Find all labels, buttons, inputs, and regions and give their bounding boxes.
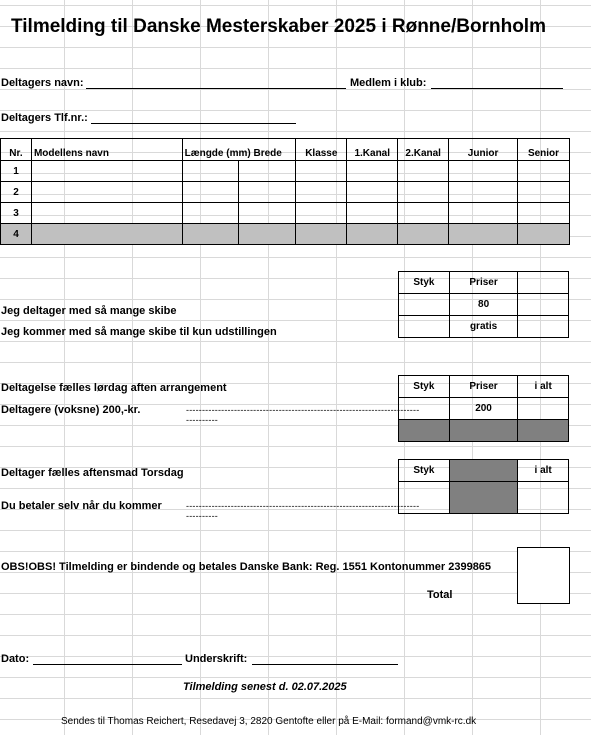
senior-cell[interactable] — [518, 161, 570, 182]
col-class: Klasse — [296, 139, 347, 161]
ships-exhibition-label: Jeg kommer med så mange skibe til kun udstillingen — [1, 326, 277, 338]
col-senior: Senior — [518, 139, 570, 161]
date-field[interactable] — [33, 664, 182, 665]
senior-cell[interactable] — [518, 182, 570, 203]
ships-col-styk: Styk — [399, 272, 450, 294]
junior-cell[interactable] — [449, 224, 518, 245]
width-cell[interactable] — [239, 203, 296, 224]
col-length-width — [182, 139, 296, 161]
name-field[interactable] — [86, 88, 346, 89]
length-cell[interactable] — [182, 182, 239, 203]
row-number: 2 — [1, 182, 32, 203]
models-table — [0, 138, 570, 245]
col-junior: Junior — [449, 139, 518, 161]
channel-2-cell[interactable] — [398, 203, 449, 224]
width-cell[interactable] — [239, 224, 296, 245]
ships-total[interactable] — [518, 294, 569, 316]
saturday-price: 200 — [449, 398, 518, 420]
saturday-table — [398, 375, 569, 442]
col-width: Brede — [253, 148, 282, 159]
footer-text: Sendes til Thomas Reichert, Resedavej 3, 2820 Gentofte eller på E-Mail: formand@vmk-rc.dk — [61, 716, 477, 727]
table-row — [1, 224, 570, 245]
length-cell[interactable] — [182, 161, 239, 182]
signature-label: Underskrift: — [185, 653, 248, 665]
thursday-row-label: Du betaler selv når du kommer — [1, 500, 162, 512]
ships-row-exhibition — [399, 316, 569, 338]
thursday-table — [398, 459, 569, 514]
row-number: 3 — [1, 203, 32, 224]
col-length: Længde (mm) — [184, 148, 251, 159]
payment-note: OBS!OBS! Tilmelding er bindende og betales Danske Bank: Reg. 1551 Kontonummer 2399865 — [1, 561, 492, 573]
club-label: Medlem i klub: — [350, 77, 427, 89]
channel-1-cell[interactable] — [347, 161, 398, 182]
thursday-heading: Deltager fælles aftensmad Torsdag — [1, 467, 184, 479]
deadline-text: Tilmelding senest d. 02.07.2025 — [183, 681, 347, 693]
phone-label: Deltagers Tlf.nr.: — [1, 112, 88, 124]
page-title: Tilmelding til Danske Mesterskaber 2025 i Rønne/Bornholm — [11, 16, 546, 37]
junior-cell[interactable] — [449, 203, 518, 224]
col-channel-1: 1.Kanal — [347, 139, 398, 161]
width-cell[interactable] — [239, 182, 296, 203]
exhibition-total[interactable] — [518, 316, 569, 338]
saturday-col-ialt: i alt — [518, 376, 569, 398]
saturday-dash-leader: ----------------------------------------------------------------------------------- — [186, 405, 420, 425]
total-label: Total — [427, 589, 453, 601]
club-field[interactable] — [431, 88, 563, 89]
ships-header-row — [399, 272, 569, 294]
saturday-row — [399, 398, 569, 420]
model-name-cell[interactable] — [31, 182, 182, 203]
width-cell[interactable] — [239, 161, 296, 182]
model-name-cell[interactable] — [31, 161, 182, 182]
date-label: Dato: — [1, 653, 30, 665]
channel-2-cell[interactable] — [398, 224, 449, 245]
saturday-header-row — [399, 376, 569, 398]
ships-col-priser: Priser — [449, 272, 518, 294]
ships-table — [398, 271, 569, 338]
saturday-col-priser: Priser — [449, 376, 518, 398]
col-nr: Nr. — [1, 139, 32, 161]
thursday-row — [399, 482, 569, 514]
col-channel-2: 2.Kanal — [398, 139, 449, 161]
length-cell[interactable] — [182, 203, 239, 224]
channel-1-cell[interactable] — [347, 182, 398, 203]
table-row — [1, 182, 570, 203]
table-row — [1, 203, 570, 224]
saturday-heading: Deltagelse fælles lørdag aften arrangement — [1, 382, 227, 394]
ships-styk-input[interactable] — [399, 294, 450, 316]
class-cell[interactable] — [296, 182, 347, 203]
ships-participate-label: Jeg deltager med så mange skibe — [1, 305, 177, 317]
saturday-filler-row — [399, 420, 569, 442]
model-name-cell[interactable] — [31, 224, 182, 245]
junior-cell[interactable] — [449, 182, 518, 203]
saturday-col-styk: Styk — [399, 376, 450, 398]
ships-row-participate — [399, 294, 569, 316]
channel-2-cell[interactable] — [398, 161, 449, 182]
name-label: Deltagers navn: — [1, 77, 84, 89]
junior-cell[interactable] — [449, 161, 518, 182]
saturday-row-label: Deltagere (voksne) 200,-kr. — [1, 404, 141, 416]
class-cell[interactable] — [296, 203, 347, 224]
channel-2-cell[interactable] — [398, 182, 449, 203]
saturday-total[interactable] — [518, 398, 569, 420]
thursday-dash-leader: ----------------------------------------------------------------------------------- — [186, 501, 420, 521]
phone-field[interactable] — [91, 123, 296, 124]
total-box[interactable] — [517, 547, 570, 604]
model-name-cell[interactable] — [31, 203, 182, 224]
senior-cell[interactable] — [518, 203, 570, 224]
row-number: 4 — [1, 224, 32, 245]
thursday-col-styk: Styk — [399, 460, 450, 482]
thursday-header-row — [399, 460, 569, 482]
class-cell[interactable] — [296, 161, 347, 182]
class-cell[interactable] — [296, 224, 347, 245]
channel-1-cell[interactable] — [347, 224, 398, 245]
table-row — [1, 161, 570, 182]
exhibition-styk-input[interactable] — [399, 316, 450, 338]
ships-col-blank — [518, 272, 569, 294]
col-model-name: Modellens navn — [31, 139, 182, 161]
thursday-col-ialt: i alt — [518, 460, 569, 482]
thursday-total[interactable] — [518, 482, 569, 514]
senior-cell[interactable] — [518, 224, 570, 245]
models-header-row — [1, 139, 570, 161]
row-number: 1 — [1, 161, 32, 182]
signature-field[interactable] — [252, 664, 398, 665]
ships-price: 80 — [449, 294, 518, 316]
channel-1-cell[interactable] — [347, 203, 398, 224]
exhibition-price: gratis — [449, 316, 518, 338]
length-cell[interactable] — [182, 224, 239, 245]
